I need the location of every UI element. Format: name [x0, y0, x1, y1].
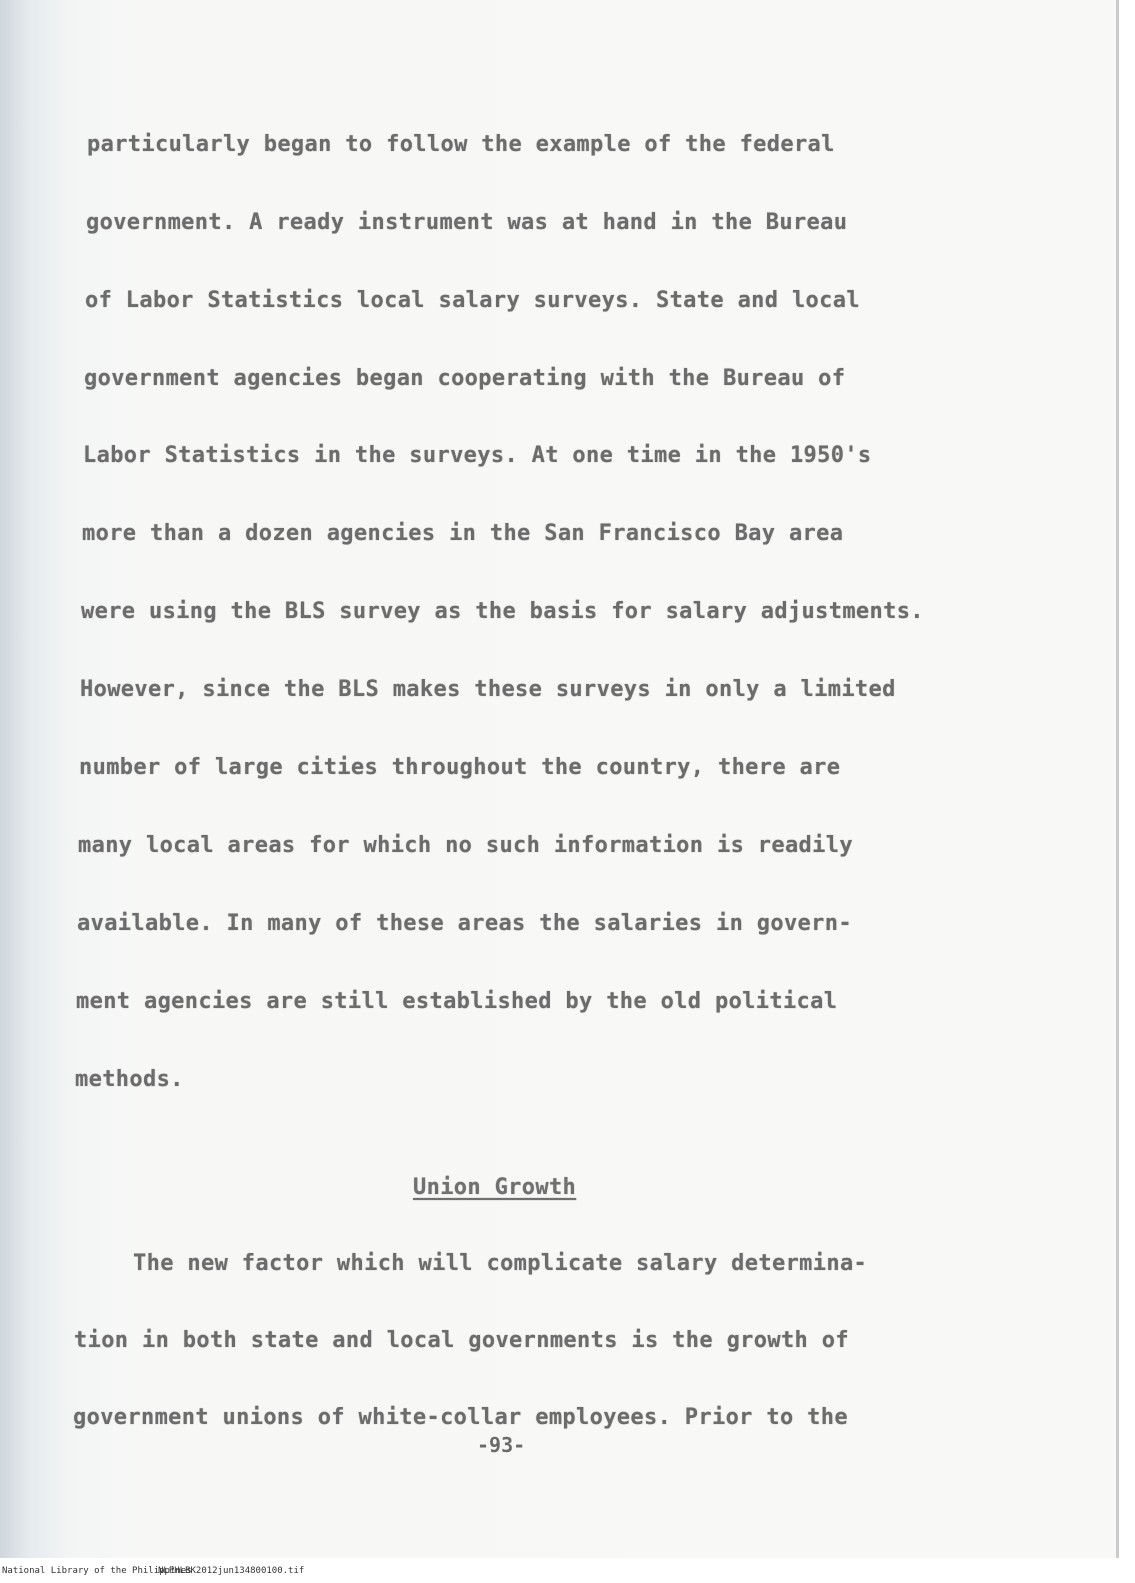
text-line: government unions of white-collar employees. Prior to the [73, 1405, 848, 1430]
text-line: Labor Statistics in the surveys. At one time in the 1950's [83, 443, 872, 468]
footer-file-id: NLPHLBK2012jun134800100.tif [158, 1566, 305, 1576]
text-line: government agencies began cooperating with the Bureau of [84, 366, 846, 391]
text-line: number of large cities throughout the country, there are [79, 755, 841, 780]
scan-footer [0, 1563, 1135, 1583]
text-line: of Labor Statistics local salary surveys. State and local [85, 288, 860, 313]
text-line: The new factor which will complicate salary determina- [133, 1251, 868, 1276]
footer-library: National Library of the Philippines [2, 1566, 192, 1576]
page-number: -93- [477, 1433, 526, 1457]
text-line: However, since the BLS makes these surveys in only a limited [80, 677, 896, 702]
text-line: were using the BLS survey as the basis for salary adjustments. [81, 599, 924, 624]
text-line: tion in both state and local governments is the growth of [74, 1328, 849, 1353]
text-line: government. A ready instrument was at hand in the Bureau [86, 210, 848, 235]
text-line: methods. [75, 1067, 184, 1092]
section-heading: Union Growth [413, 1175, 577, 1200]
text-line: particularly began to follow the example of the federal [87, 132, 835, 157]
text-line: more than a dozen agencies in the San Francisco Bay area [82, 521, 844, 546]
text-line: ment agencies are still established by the old political [76, 989, 838, 1014]
text-line: many local areas for which no such information is readily [78, 833, 853, 858]
text-line: available. In many of these areas the salaries in govern- [77, 911, 852, 936]
